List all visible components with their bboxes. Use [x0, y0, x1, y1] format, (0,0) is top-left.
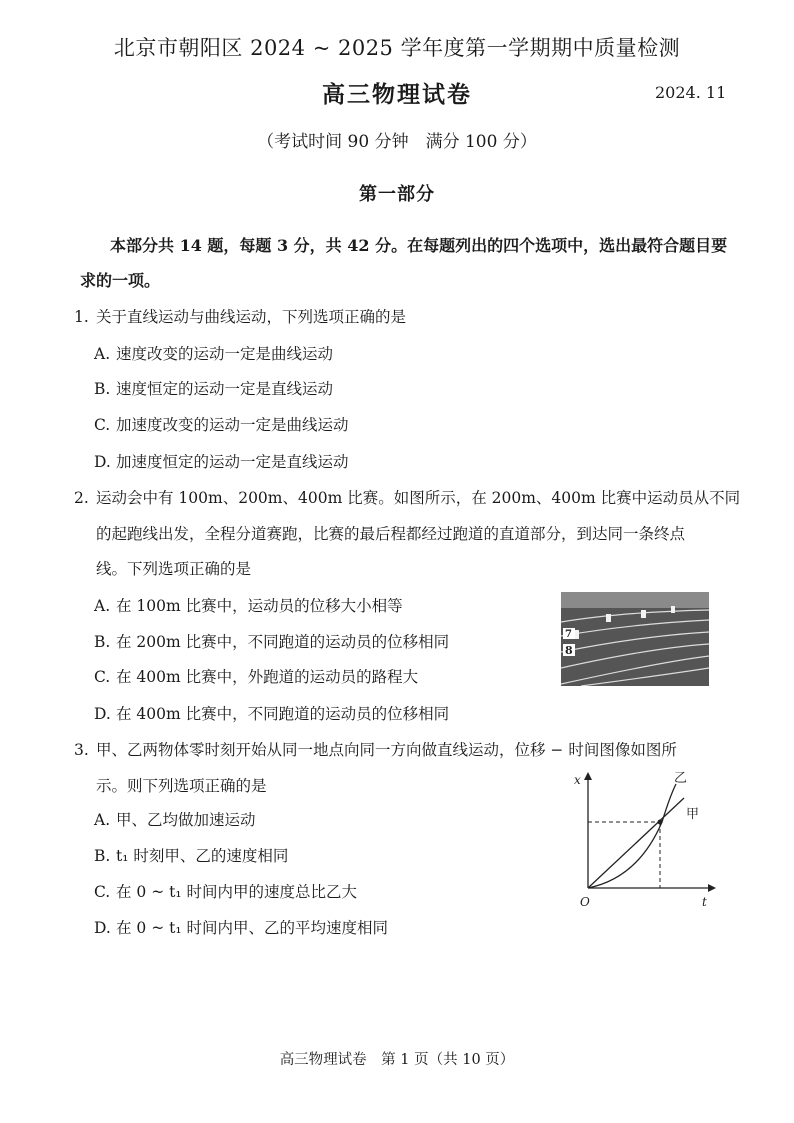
x-axis-label: x [574, 773, 581, 787]
question-3-option-b: B. t₁ 时刻甲、乙的速度相同 [94, 847, 289, 865]
question-3-option-c: C. 在 0 ~ t₁ 时间内甲的速度总比乙大 [94, 883, 358, 901]
part-instruction-line-2: 求的一项。 [80, 271, 161, 290]
question-3-stem-line-2: 示。则下列选项正确的是 [96, 777, 267, 795]
t-axis-arrow-icon [708, 884, 716, 892]
lane-number-7: 7 [565, 629, 572, 640]
yi-curve [588, 784, 676, 888]
question-2-stem-line-3: 线。下列选项正确的是 [96, 560, 252, 578]
jia-label: 甲 [686, 807, 700, 822]
question-text: 关于直线运动与曲线运动，下列选项正确的是 [96, 308, 407, 326]
question-3-option-a: A. 甲、乙均做加速运动 [94, 811, 256, 829]
track-photo [561, 592, 709, 686]
question-2-option-c: C. 在 400m 比赛中，外跑道的运动员的路程大 [94, 668, 419, 686]
question-2-option-d: D. 在 400m 比赛中，不同跑道的运动员的位移相同 [94, 705, 450, 723]
origin-label: O [580, 895, 590, 909]
question-1-option-d: D. 加速度恒定的运动一定是直线运动 [94, 453, 349, 471]
lane-number-8: 8 [565, 644, 573, 657]
xt-graph [568, 770, 718, 940]
question-2-stem-line-1: 2. 运动会中有 100m、200m、400m 比赛。如图所示，在 200m、400m 比赛中运动员从不同 [74, 489, 741, 507]
exam-date: 2024. 11 [655, 83, 727, 102]
question-1-option-b: B. 速度恒定的运动一定是直线运动 [94, 380, 334, 398]
exam-school-line: 北京市朝阳区 2024 ~ 2025 学年度第一学期期中质量检测 [113, 36, 681, 60]
question-3-option-d: D. 在 0 ~ t₁ 时间内甲、乙的平均速度相同 [94, 919, 389, 937]
x-axis-arrow-icon [584, 772, 592, 780]
exam-title: 高三物理试卷 [322, 81, 472, 108]
question-number: 3. [74, 741, 89, 759]
part-title: 第一部分 [359, 184, 435, 205]
question-2-option-b: B. 在 200m 比赛中，不同跑道的运动员的位移相同 [94, 633, 450, 651]
question-1-option-c: C. 加速度改变的运动一定是曲线运动 [94, 416, 349, 434]
question-3-stem-line-1: 3. 甲、乙两物体零时刻开始从同一地点向同一方向做直线运动，位移 − 时间图像如图所 [74, 741, 677, 759]
t-axis-label: t [702, 895, 707, 909]
track-illustration [561, 592, 709, 686]
question-2-option-a: A. 在 100m 比赛中，运动员的位移大小相等 [94, 597, 403, 615]
question-number: 1. [74, 308, 89, 326]
intersection-point [658, 820, 663, 825]
exam-meta: （考试时间 90 分钟 满分 100 分） [257, 132, 537, 152]
yi-label: 乙 [674, 771, 688, 786]
question-1-option-a: A. 速度改变的运动一定是曲线运动 [94, 345, 334, 363]
page-footer: 高三物理试卷 第 1 页（共 10 页） [279, 1052, 515, 1068]
part-instruction-line-1: 本部分共 14 题，每题 3 分，共 42 分。在每题列出的四个选项中，选出最符合题目要 [110, 236, 728, 255]
question-2-stem-line-2: 的起跑线出发，全程分道赛跑，比赛的最后程都经过跑道的直道部分，到达同一条终点 [96, 525, 686, 543]
jia-line [588, 798, 684, 888]
question-number: 2. [74, 489, 89, 507]
question-1-stem [74, 305, 406, 327]
